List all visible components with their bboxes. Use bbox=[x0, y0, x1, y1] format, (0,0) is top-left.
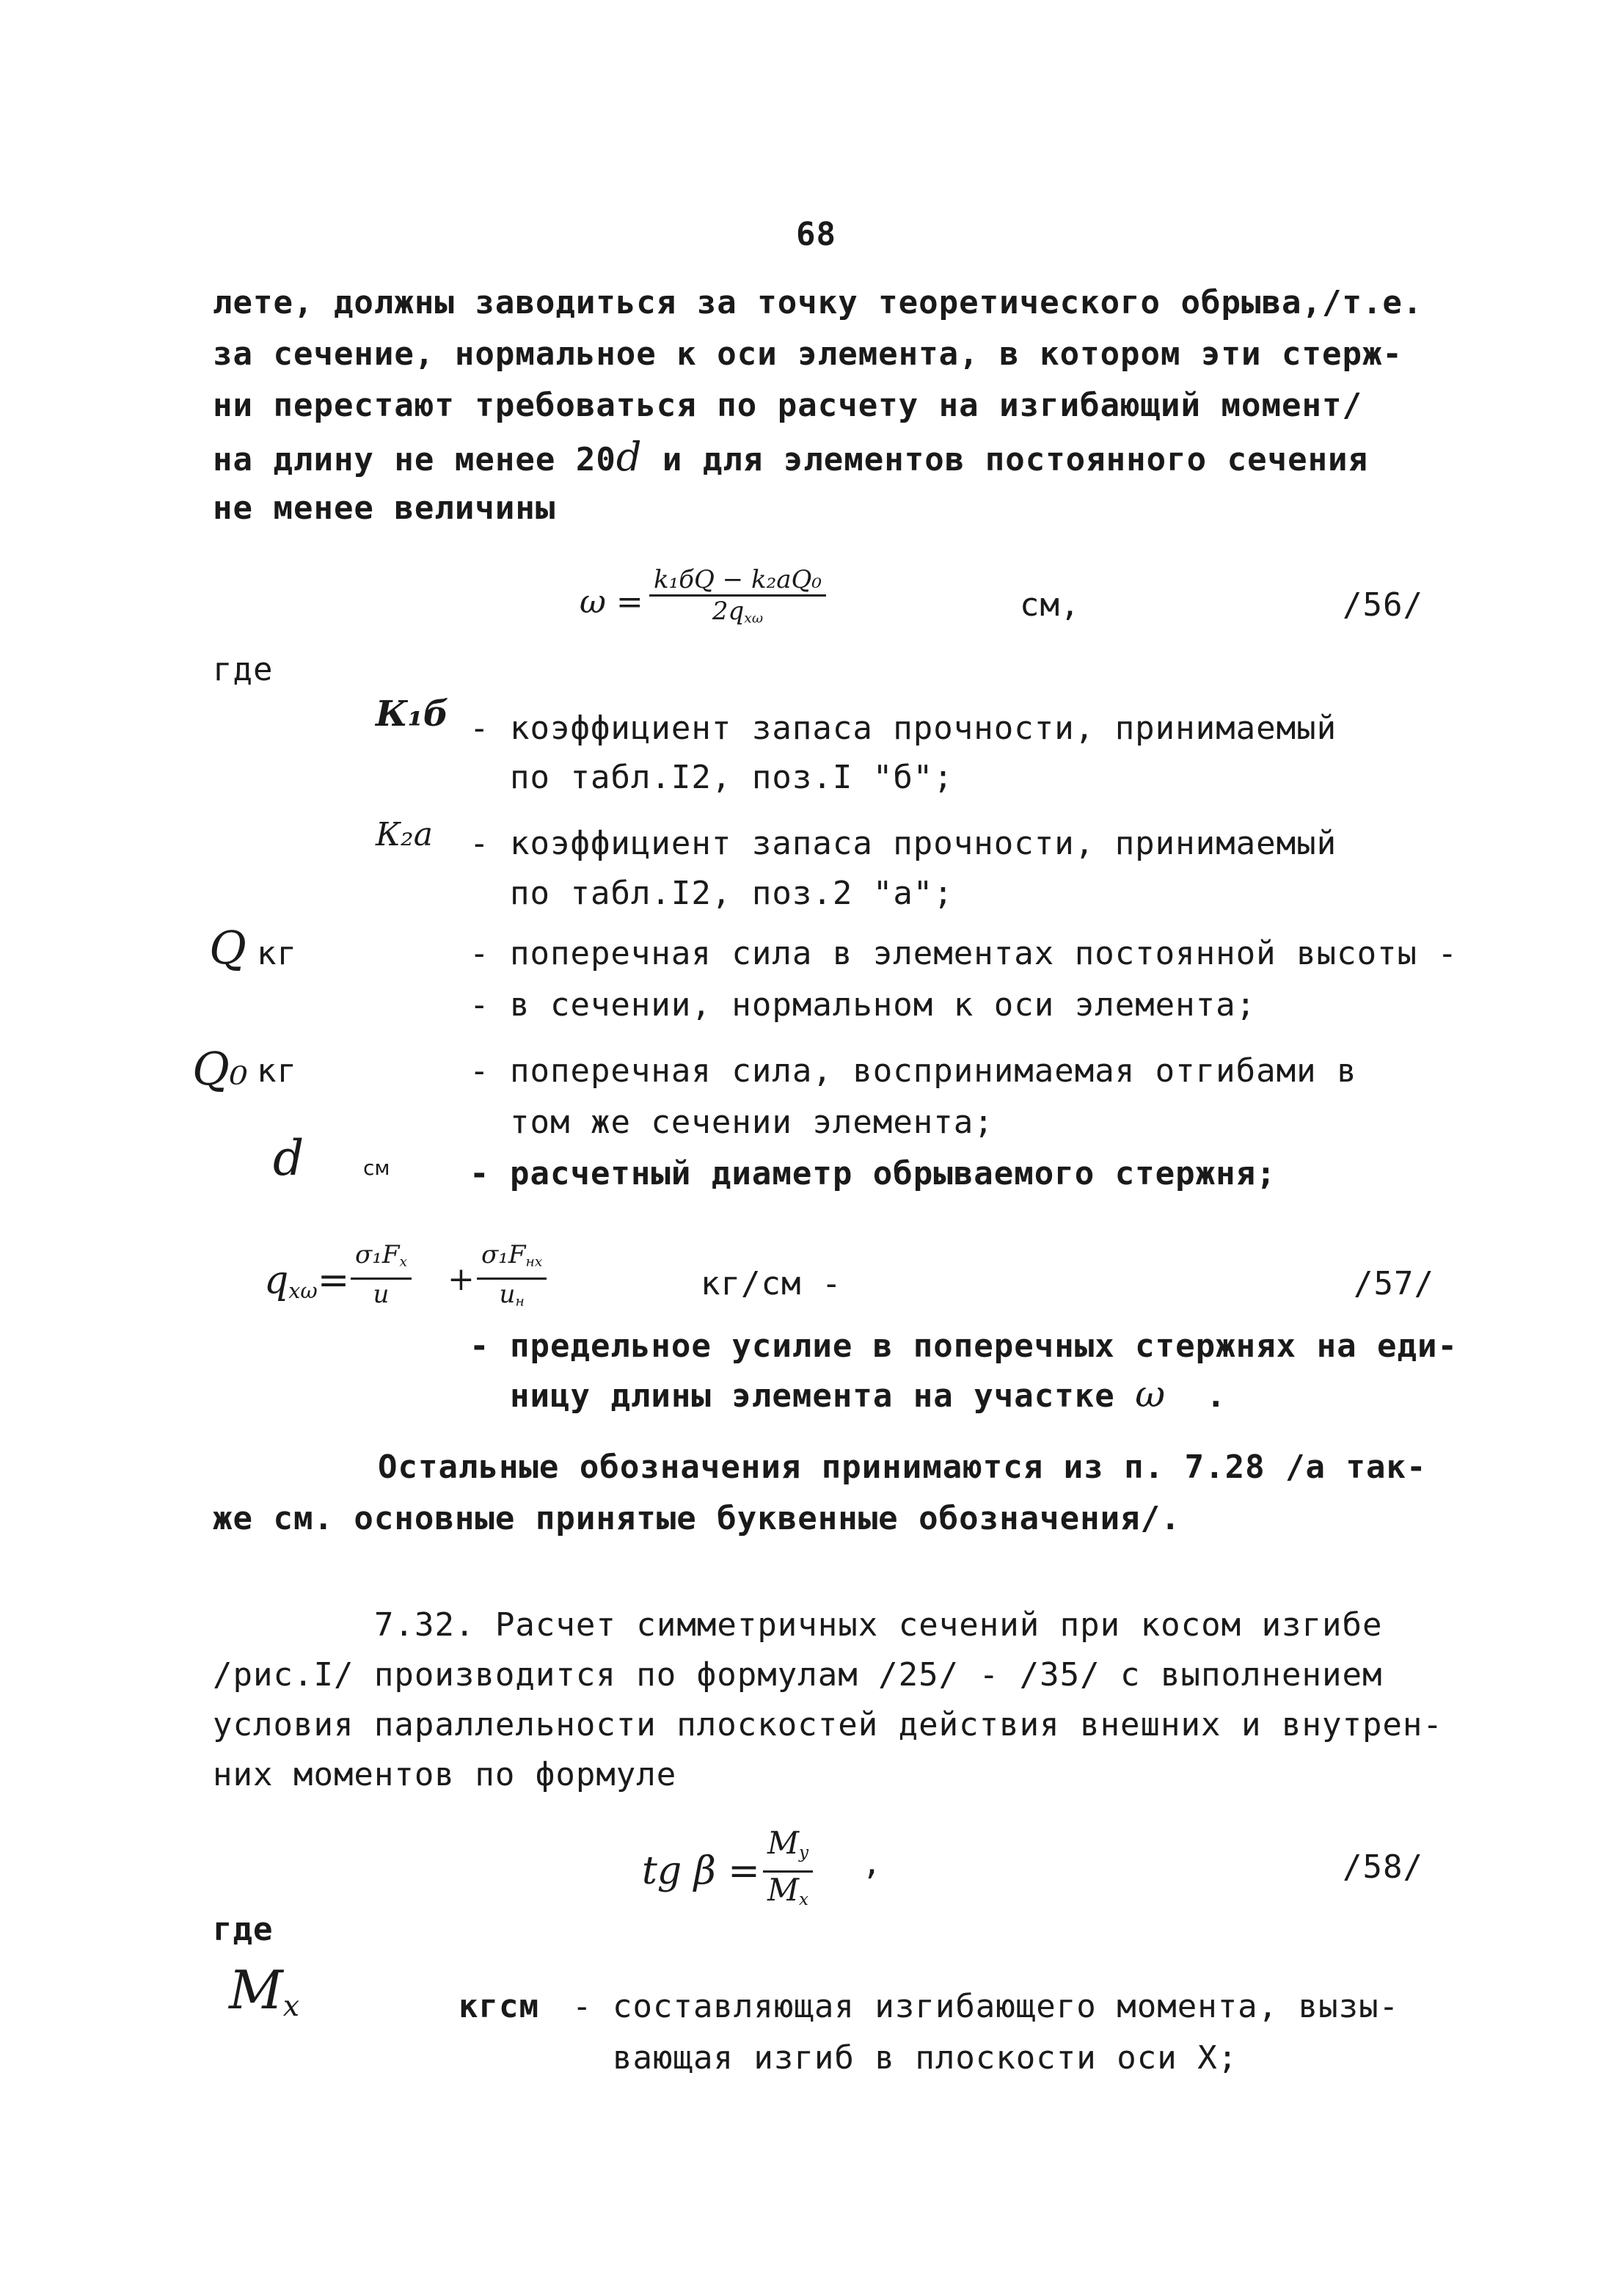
section-732-line-2: /рис.I/ производится по формулам /25/ - /35/ с выполнением bbox=[213, 1656, 1383, 1694]
formula-57-frac2-denominator: $u_н$ bbox=[499, 1279, 525, 1310]
symbol-k2a: К₂а bbox=[376, 816, 433, 853]
unit-q0: кг bbox=[257, 1052, 297, 1090]
formula-57-fraction-2 bbox=[477, 1240, 547, 1316]
def-k2a-line-1: - коэффициент запаса прочности, принимаемый bbox=[470, 825, 1337, 862]
intro-line-1: лете, должны заводиться за точку теоретического обрыва,/т.е. bbox=[213, 284, 1423, 321]
formula-57-desc-line-2: ницу длины элемента на участке ω . bbox=[510, 1373, 1227, 1415]
where-label-1: где bbox=[213, 651, 274, 688]
formula-57-frac1-denominator: u bbox=[373, 1279, 390, 1309]
symbol-q0: Q₀ bbox=[192, 1042, 248, 1096]
formula-57-lhs: $q_{x\omega}=$ bbox=[264, 1258, 350, 1304]
formula-56-unit: см, bbox=[1020, 586, 1081, 624]
formula-56-lhs: ω = bbox=[580, 583, 643, 621]
section-732-line-3: условия параллельности плоскостей действия внешних и внутрен- bbox=[213, 1706, 1443, 1743]
intro-line-4-text: на длину не менее 20 bbox=[213, 441, 616, 478]
formula-57-plus: + bbox=[448, 1261, 475, 1298]
def-q-line-2: - в сечении, нормальном к оси элемента; bbox=[470, 986, 1257, 1024]
formula-58-comma: , bbox=[862, 1845, 883, 1882]
symbol-mx: $M_x$ bbox=[229, 1959, 300, 2023]
intro-line-4-rest: и для элементов постоянного сечения bbox=[642, 441, 1369, 478]
def-k1b-line-2: по табл.I2, поз.I "б"; bbox=[510, 759, 954, 796]
formula-58-lhs: tg β = bbox=[642, 1849, 760, 1893]
formula-57-frac2-numerator: $\sigma_1F_{нх}$ bbox=[481, 1240, 543, 1270]
unit-mx: кгсм bbox=[459, 1988, 539, 2025]
def-k1b-line-1: - коэффициент запаса прочности, принимаемый bbox=[470, 710, 1337, 747]
unit-d: см bbox=[363, 1156, 390, 1180]
formula-56-number: /56/ bbox=[1343, 586, 1423, 624]
others-line-1: Остальные обозначения принимаются из п. 7.28 /а так- bbox=[378, 1448, 1427, 1486]
def-d-line-1: - расчетный диаметр обрываемого стержня; bbox=[470, 1155, 1277, 1192]
symbol-d: d bbox=[273, 1130, 304, 1187]
intro-line-2: за сечение, нормальное к оси элемента, в котором эти стерж- bbox=[213, 335, 1403, 373]
formula-57-desc-line-1: - предельное усилие в поперечных стержнях на еди- bbox=[470, 1327, 1458, 1365]
def-k2a-line-2: по табл.I2, поз.2 "а"; bbox=[510, 875, 954, 912]
formula-56-numerator: k₁бQ − k₂аQ₀ bbox=[654, 565, 822, 594]
formula-58-fraction bbox=[763, 1826, 813, 1917]
formula-58-denominator: $M_x$ bbox=[767, 1871, 809, 1909]
others-line-2: же см. основные принятые буквенные обозначения/. bbox=[213, 1500, 1181, 1537]
formula-57-frac1-numerator: $\sigma_1F_x$ bbox=[355, 1240, 407, 1270]
where-label-2: где bbox=[213, 1911, 274, 1948]
formula-58-number: /58/ bbox=[1343, 1848, 1423, 1886]
formula-57-unit: кг/см - bbox=[701, 1265, 842, 1302]
def-mx-line-1: - составляющая изгибающего момента, вызы- bbox=[572, 1988, 1400, 2025]
def-q-line-1: - поперечная сила в элементах постоянной высоты - bbox=[470, 935, 1458, 972]
formula-58-numerator: $M_y$ bbox=[767, 1825, 809, 1862]
def-mx-line-2: вающая изгиб в плоскости оси X; bbox=[613, 2039, 1238, 2077]
def-q0-line-1: - поперечная сила, воспринимаемая отгибами в bbox=[470, 1052, 1357, 1090]
symbol-k1b: К₁б bbox=[376, 693, 449, 735]
section-732-line-4: них моментов по формуле bbox=[213, 1756, 677, 1793]
intro-line-4 bbox=[213, 431, 1368, 486]
formula-57-fraction-1 bbox=[351, 1240, 412, 1309]
intro-var-d: d bbox=[616, 434, 643, 480]
formula-56-fraction bbox=[649, 565, 826, 634]
formula-57-desc-var: ω bbox=[1135, 1373, 1166, 1415]
formula-56-denominator: $2q_{x\omega}$ bbox=[712, 597, 764, 627]
formula-57-number: /57/ bbox=[1354, 1265, 1434, 1302]
def-q0-line-2: том же сечении элемента; bbox=[510, 1104, 994, 1141]
unit-q: кг bbox=[257, 935, 297, 972]
symbol-q: Q bbox=[209, 921, 247, 974]
section-732-line-1: 7.32. Расчет симметричных сечений при косом изгибе bbox=[374, 1606, 1383, 1644]
page-number: 68 bbox=[796, 216, 836, 253]
intro-line-3: ни перестают требоваться по расчету на изгибающий момент/ bbox=[213, 387, 1362, 424]
intro-line-5: не менее величины bbox=[213, 489, 556, 527]
